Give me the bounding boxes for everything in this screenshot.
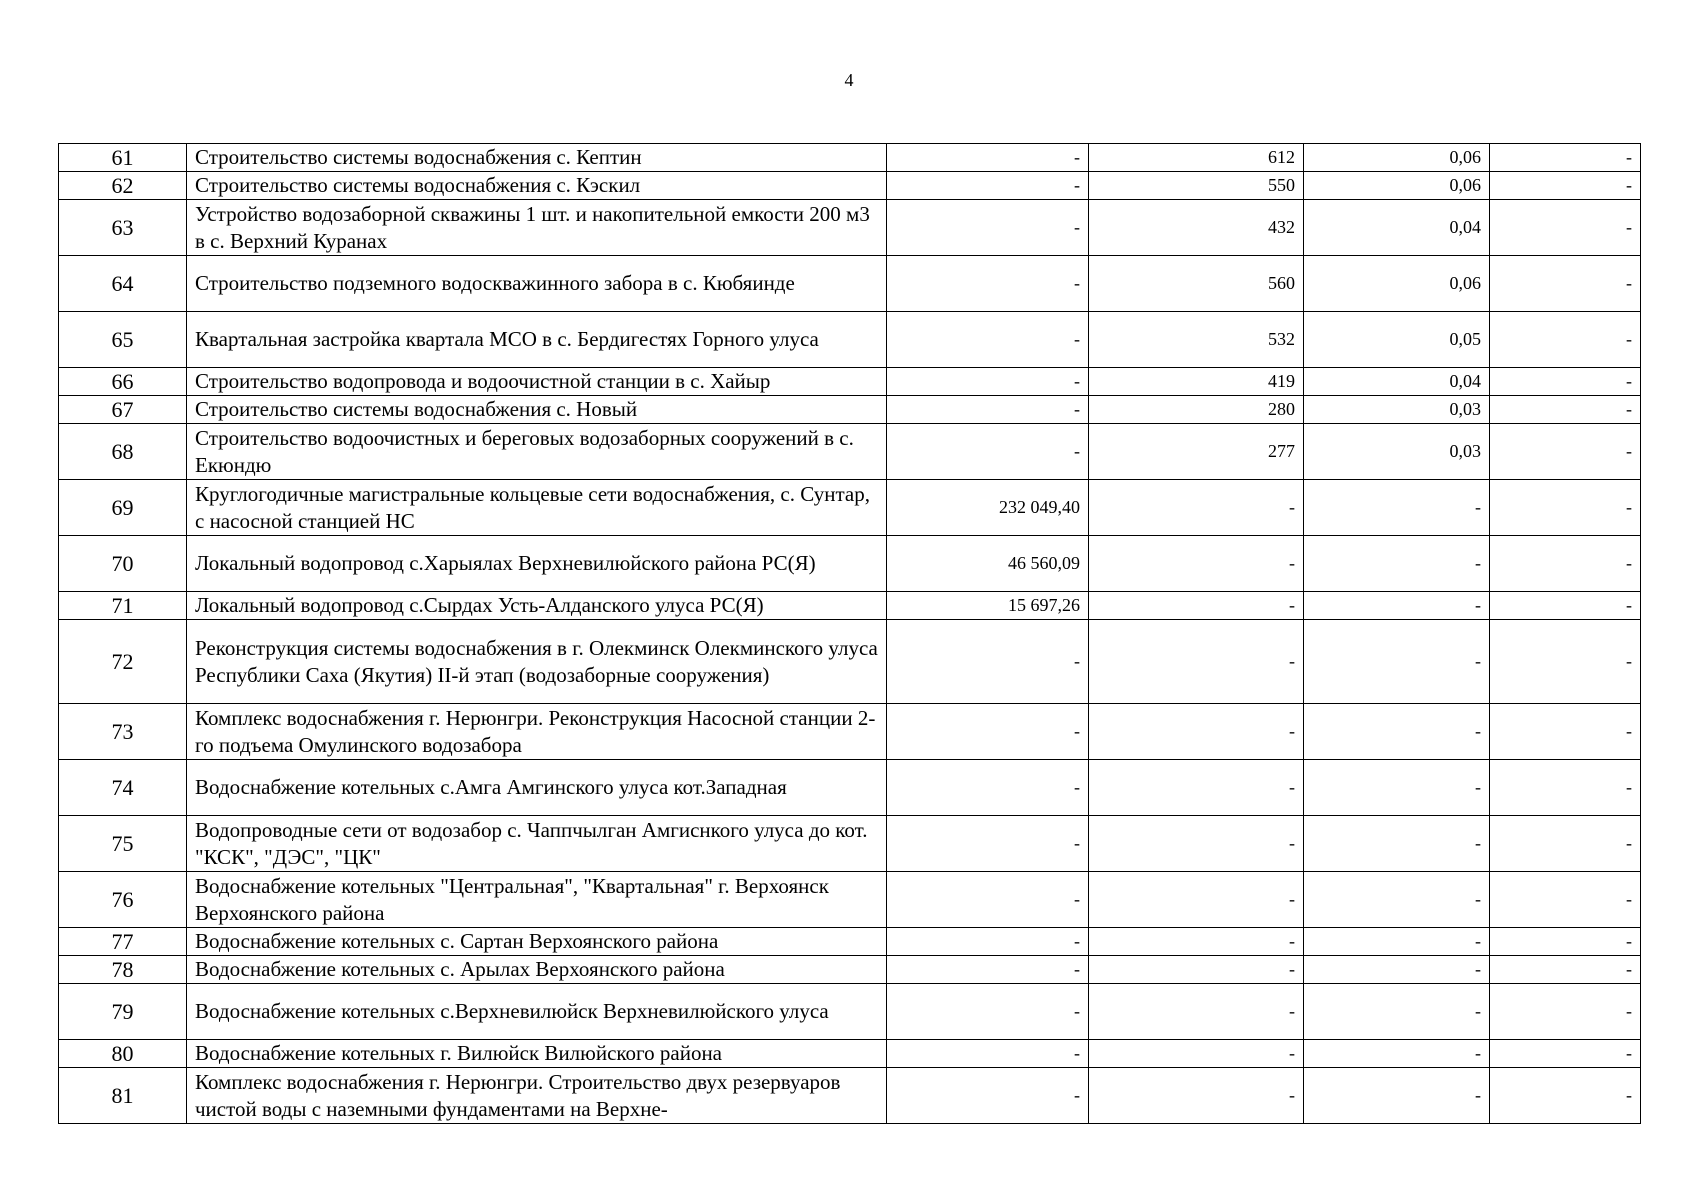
value-col-2: - (1089, 480, 1304, 536)
table-row (59, 256, 1641, 312)
value-col-3: - (1304, 872, 1490, 928)
value-col-2: 277 (1089, 424, 1304, 480)
value-col-2: 280 (1089, 396, 1304, 424)
table-row (59, 536, 1641, 592)
value-col-4: - (1490, 312, 1641, 368)
value-col-2: - (1089, 760, 1304, 816)
value-col-4: - (1490, 536, 1641, 592)
value-col-1: - (887, 1040, 1089, 1068)
object-name: Устройство водозаборной скважины 1 шт. и накопительной емкости 200 м3 в с. Верхний Куранах (187, 200, 887, 256)
value-col-3: - (1304, 480, 1490, 536)
object-name: Локальный водопровод с.Харыялах Верхневилюйского района РС(Я) (187, 536, 887, 592)
row-number: 63 (59, 200, 187, 256)
row-number: 64 (59, 256, 187, 312)
value-col-1: - (887, 368, 1089, 396)
table-row (59, 368, 1641, 396)
row-number: 71 (59, 592, 187, 620)
row-number: 77 (59, 928, 187, 956)
value-col-1: - (887, 424, 1089, 480)
value-col-1: - (887, 172, 1089, 200)
row-number: 66 (59, 368, 187, 396)
table-row (59, 1040, 1641, 1068)
value-col-2: 419 (1089, 368, 1304, 396)
value-col-3: - (1304, 536, 1490, 592)
value-col-4: - (1490, 592, 1641, 620)
value-col-3: 0,03 (1304, 424, 1490, 480)
value-col-3: - (1304, 592, 1490, 620)
value-col-1: - (887, 1068, 1089, 1124)
value-col-4: - (1490, 620, 1641, 704)
object-name: Строительство водоочистных и береговых водозаборных сооружений в с. Екюндю (187, 424, 887, 480)
object-name: Круглогодичные магистральные кольцевые сети водоснабжения, с. Сунтар, с насосной станцией НС (187, 480, 887, 536)
value-col-1: - (887, 256, 1089, 312)
value-col-2: - (1089, 620, 1304, 704)
row-number: 72 (59, 620, 187, 704)
value-col-4: - (1490, 172, 1641, 200)
value-col-4: - (1490, 144, 1641, 172)
value-col-3: - (1304, 928, 1490, 956)
value-col-3: - (1304, 816, 1490, 872)
object-name: Строительство системы водоснабжения с. Новый (187, 396, 887, 424)
value-col-4: - (1490, 368, 1641, 396)
table-row (59, 480, 1641, 536)
value-col-1: - (887, 312, 1089, 368)
value-col-4: - (1490, 816, 1641, 872)
value-col-2: - (1089, 592, 1304, 620)
value-col-3: - (1304, 760, 1490, 816)
value-col-2: - (1089, 984, 1304, 1040)
value-col-3: 0,06 (1304, 172, 1490, 200)
value-col-3: 0,05 (1304, 312, 1490, 368)
row-number: 74 (59, 760, 187, 816)
value-col-4: - (1490, 928, 1641, 956)
row-number: 67 (59, 396, 187, 424)
object-name: Водоснабжение котельных с. Сартан Верхоянского района (187, 928, 887, 956)
object-name: Строительство подземного водоскважинного забора в с. Кюбяинде (187, 256, 887, 312)
value-col-1: - (887, 984, 1089, 1040)
value-col-3: - (1304, 984, 1490, 1040)
object-name: Водоснабжение котельных с.Верхневилюйск Верхневилюйского улуса (187, 984, 887, 1040)
value-col-4: - (1490, 480, 1641, 536)
value-col-4: - (1490, 200, 1641, 256)
page-number: 4 (844, 70, 854, 90)
value-col-1: - (887, 620, 1089, 704)
value-col-4: - (1490, 1068, 1641, 1124)
row-number: 79 (59, 984, 187, 1040)
value-col-4: - (1490, 872, 1641, 928)
value-col-4: - (1490, 256, 1641, 312)
value-col-1: - (887, 396, 1089, 424)
row-number: 70 (59, 536, 187, 592)
row-number: 69 (59, 480, 187, 536)
value-col-1: 232 049,40 (887, 480, 1089, 536)
object-name: Комплекс водоснабжения г. Нерюнгри. Строительство двух резервуаров чистой воды с наземными фундаментами на Верхне- (187, 1068, 887, 1124)
value-col-2: - (1089, 1040, 1304, 1068)
value-col-1: - (887, 760, 1089, 816)
value-col-2: - (1089, 704, 1304, 760)
table-row (59, 928, 1641, 956)
value-col-2: - (1089, 928, 1304, 956)
table-row (59, 396, 1641, 424)
value-col-3: 0,04 (1304, 200, 1490, 256)
table-row (59, 424, 1641, 480)
value-col-4: - (1490, 760, 1641, 816)
value-col-2: 432 (1089, 200, 1304, 256)
value-col-3: 0,03 (1304, 396, 1490, 424)
table-row (59, 984, 1641, 1040)
value-col-3: 0,06 (1304, 256, 1490, 312)
object-name: Реконструкция системы водоснабжения в г. Олекминск Олекминского улуса Республики Саха (Якутия) II-й этап (водозаборные сооружения) (187, 620, 887, 704)
table-row (59, 1068, 1641, 1124)
table-row (59, 312, 1641, 368)
object-name: Водоснабжение котельных с. Арылах Верхоянского района (187, 956, 887, 984)
value-col-2: 560 (1089, 256, 1304, 312)
value-col-1: 46 560,09 (887, 536, 1089, 592)
table-row (59, 592, 1641, 620)
object-name: Квартальная застройка квартала МСО в с. Бердигестях Горного улуса (187, 312, 887, 368)
table-row (59, 760, 1641, 816)
row-number: 68 (59, 424, 187, 480)
value-col-3: - (1304, 1068, 1490, 1124)
value-col-1: 15 697,26 (887, 592, 1089, 620)
value-col-2: - (1089, 872, 1304, 928)
value-col-4: - (1490, 424, 1641, 480)
row-number: 81 (59, 1068, 187, 1124)
value-col-2: 532 (1089, 312, 1304, 368)
value-col-2: 612 (1089, 144, 1304, 172)
value-col-3: - (1304, 620, 1490, 704)
value-col-1: - (887, 956, 1089, 984)
value-col-3: - (1304, 1040, 1490, 1068)
value-col-4: - (1490, 1040, 1641, 1068)
value-col-3: - (1304, 704, 1490, 760)
table-row (59, 172, 1641, 200)
row-number: 73 (59, 704, 187, 760)
object-name: Водоснабжение котельных с.Амга Амгинского улуса кот.Западная (187, 760, 887, 816)
value-col-4: - (1490, 396, 1641, 424)
value-col-2: - (1089, 956, 1304, 984)
value-col-3: 0,04 (1304, 368, 1490, 396)
value-col-1: - (887, 704, 1089, 760)
object-name: Водоснабжение котельных "Центральная", "Квартальная" г. Верхоянск Верхоянского района (187, 872, 887, 928)
value-col-2: - (1089, 536, 1304, 592)
data-table (58, 143, 1641, 1124)
row-number: 61 (59, 144, 187, 172)
value-col-2: - (1089, 1068, 1304, 1124)
table-row (59, 704, 1641, 760)
table-row (59, 200, 1641, 256)
value-col-4: - (1490, 984, 1641, 1040)
object-name: Строительство системы водоснабжения с. Кептин (187, 144, 887, 172)
row-number: 80 (59, 1040, 187, 1068)
value-col-1: - (887, 816, 1089, 872)
value-col-1: - (887, 144, 1089, 172)
object-name: Водопроводные сети от водозабор с. Чаппчылган Амгиснкого улуса до кот. "КСК", "ДЭС", "ЦК" (187, 816, 887, 872)
value-col-1: - (887, 872, 1089, 928)
table-row (59, 872, 1641, 928)
value-col-3: - (1304, 956, 1490, 984)
table-row (59, 620, 1641, 704)
value-col-4: - (1490, 956, 1641, 984)
row-number: 75 (59, 816, 187, 872)
table-row (59, 956, 1641, 984)
table-row (59, 144, 1641, 172)
row-number: 76 (59, 872, 187, 928)
object-name: Строительство водопровода и водоочистной станции в с. Хайыр (187, 368, 887, 396)
row-number: 62 (59, 172, 187, 200)
value-col-1: - (887, 200, 1089, 256)
table-row (59, 816, 1641, 872)
row-number: 78 (59, 956, 187, 984)
value-col-2: - (1089, 816, 1304, 872)
object-name: Строительство системы водоснабжения с. Кэскил (187, 172, 887, 200)
value-col-3: 0,06 (1304, 144, 1490, 172)
value-col-1: - (887, 928, 1089, 956)
object-name: Водоснабжение котельных г. Вилюйск Вилюйского района (187, 1040, 887, 1068)
row-number: 65 (59, 312, 187, 368)
value-col-4: - (1490, 704, 1641, 760)
object-name: Локальный водопровод с.Сырдах Усть-Алданского улуса РС(Я) (187, 592, 887, 620)
value-col-2: 550 (1089, 172, 1304, 200)
object-name: Комплекс водоснабжения г. Нерюнгри. Реконструкция Насосной станции 2-го подъема Омулинского водозабора (187, 704, 887, 760)
